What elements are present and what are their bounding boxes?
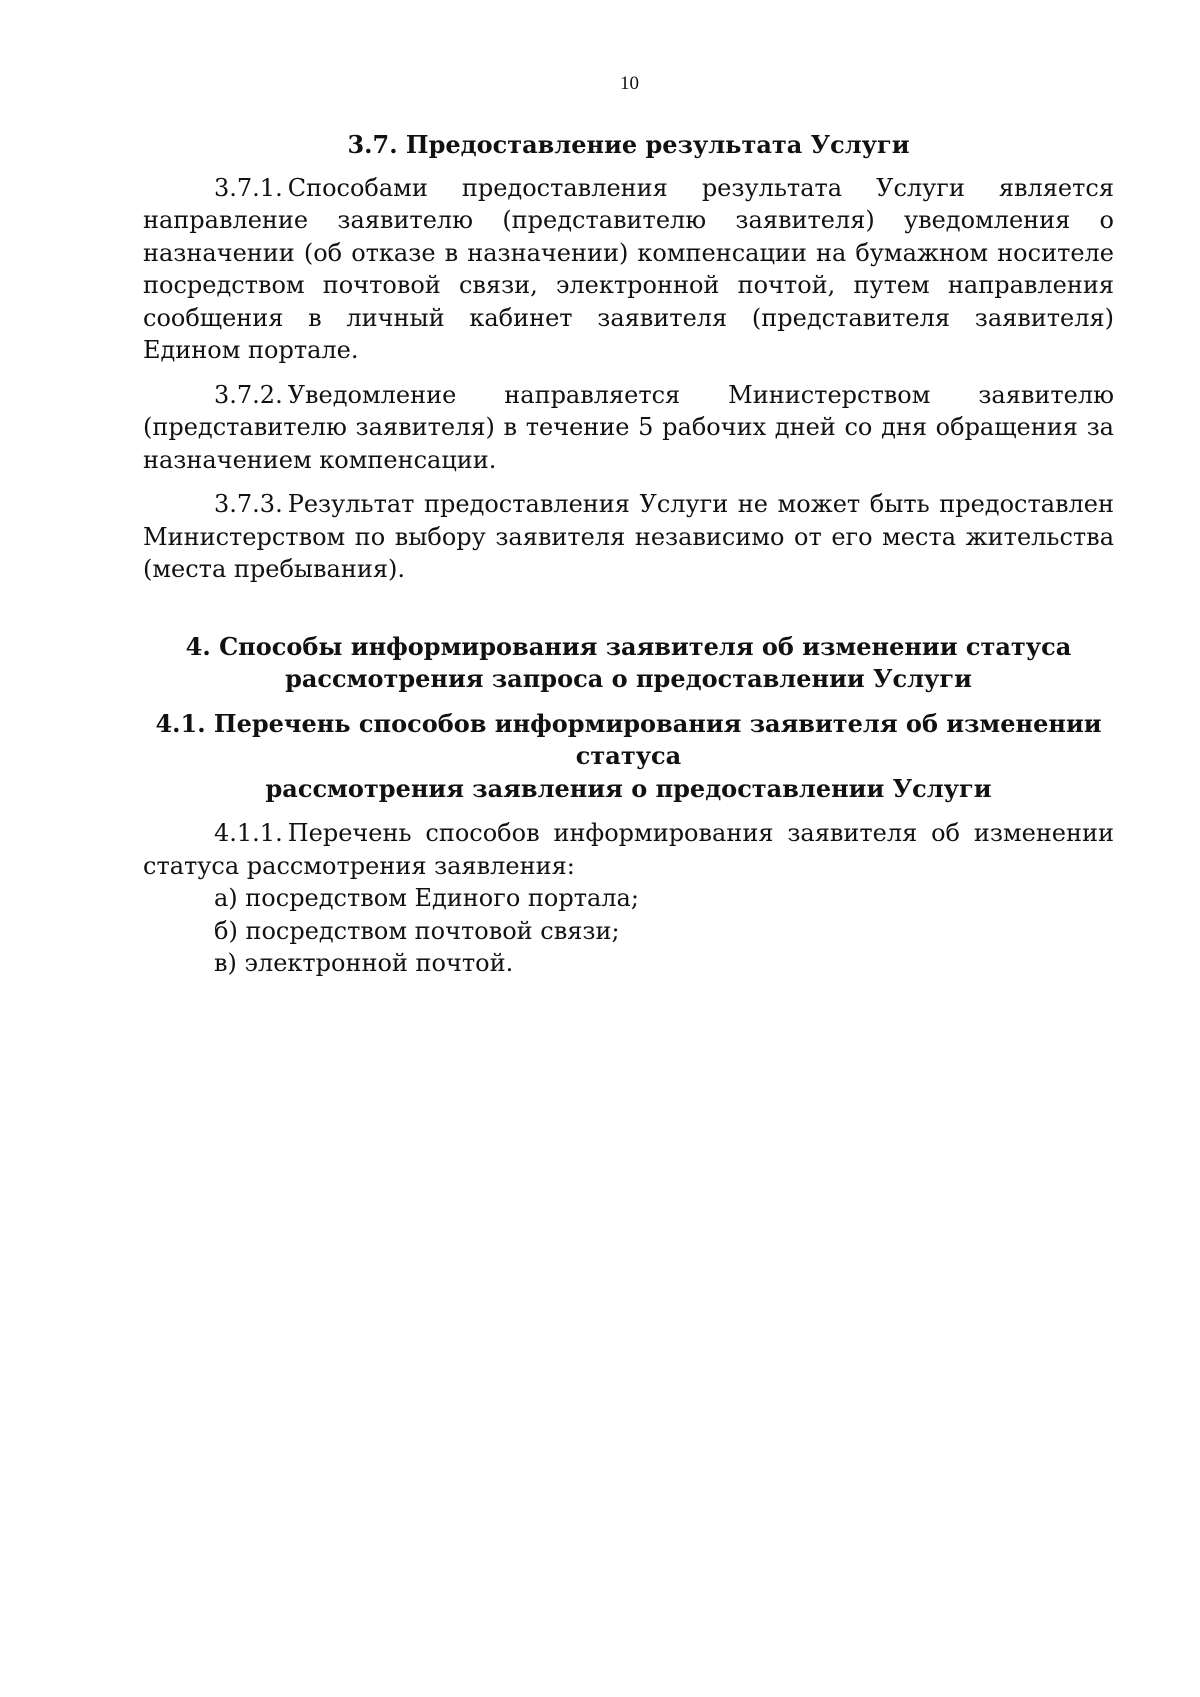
paragraph-3-7-1 [143, 172, 1114, 367]
paragraph-number: 3.7.1. [214, 173, 283, 202]
paragraph-text: Перечень способов информирования заявителя об изменении статуса рассмотрения заявления: [143, 819, 1114, 880]
paragraph-number: 4.1.1. [214, 819, 283, 847]
section-4-heading [143, 631, 1114, 696]
paragraph-number: 3.7.2. [214, 380, 283, 409]
paragraph-number: 3.7.3. [214, 490, 283, 518]
paragraph-text: Результат предоставления Услуги не может быть предоставлен Министерством по выбору заявителя независимо от его места жительства (места пребывания). [143, 490, 1114, 583]
section-4-1-heading-line-2: рассмотрения заявления о предоставлении Услуги [265, 773, 992, 803]
section-3-7-heading: 3.7. Предоставление результата Услуги [347, 130, 910, 159]
paragraph-3-7-2 [143, 379, 1114, 477]
section-4-1-heading-line-1: 4.1. Перечень способов информирования заявителя об изменении статуса [155, 708, 1102, 770]
page-number: 10 [620, 73, 639, 94]
list-item: в) электронной почтой. [214, 949, 514, 977]
section-4-heading-line-1: 4. Способы информирования заявителя об изменении статуса [185, 631, 1072, 661]
paragraph-text: Способами предоставления результата Услуги является направление заявителю (представителю заявителя) уведомления о назначении (об отказе в назначении) компенсации на бумажном носителе посредством почтовой связи, электронной почтой, путем направления сообщения в личный кабинет заявителя (представителя заявителя) Едином портале. [143, 173, 1114, 364]
paragraph-4-1-1 [143, 817, 1114, 882]
section-4-1-heading [143, 708, 1114, 806]
document-body [143, 129, 1114, 980]
paragraph-text: Уведомление направляется Министерством заявителю (представителю заявителя) в течение 5 рабочих дней со дня обращения за назначением компенсации. [143, 380, 1114, 474]
list-item: б) посредством почтовой связи; [214, 916, 620, 945]
paragraph-3-7-3 [143, 488, 1114, 586]
list-item: а) посредством Единого портала; [214, 884, 639, 912]
section-4-heading-line-2: рассмотрения запроса о предоставлении Услуги [285, 664, 972, 693]
